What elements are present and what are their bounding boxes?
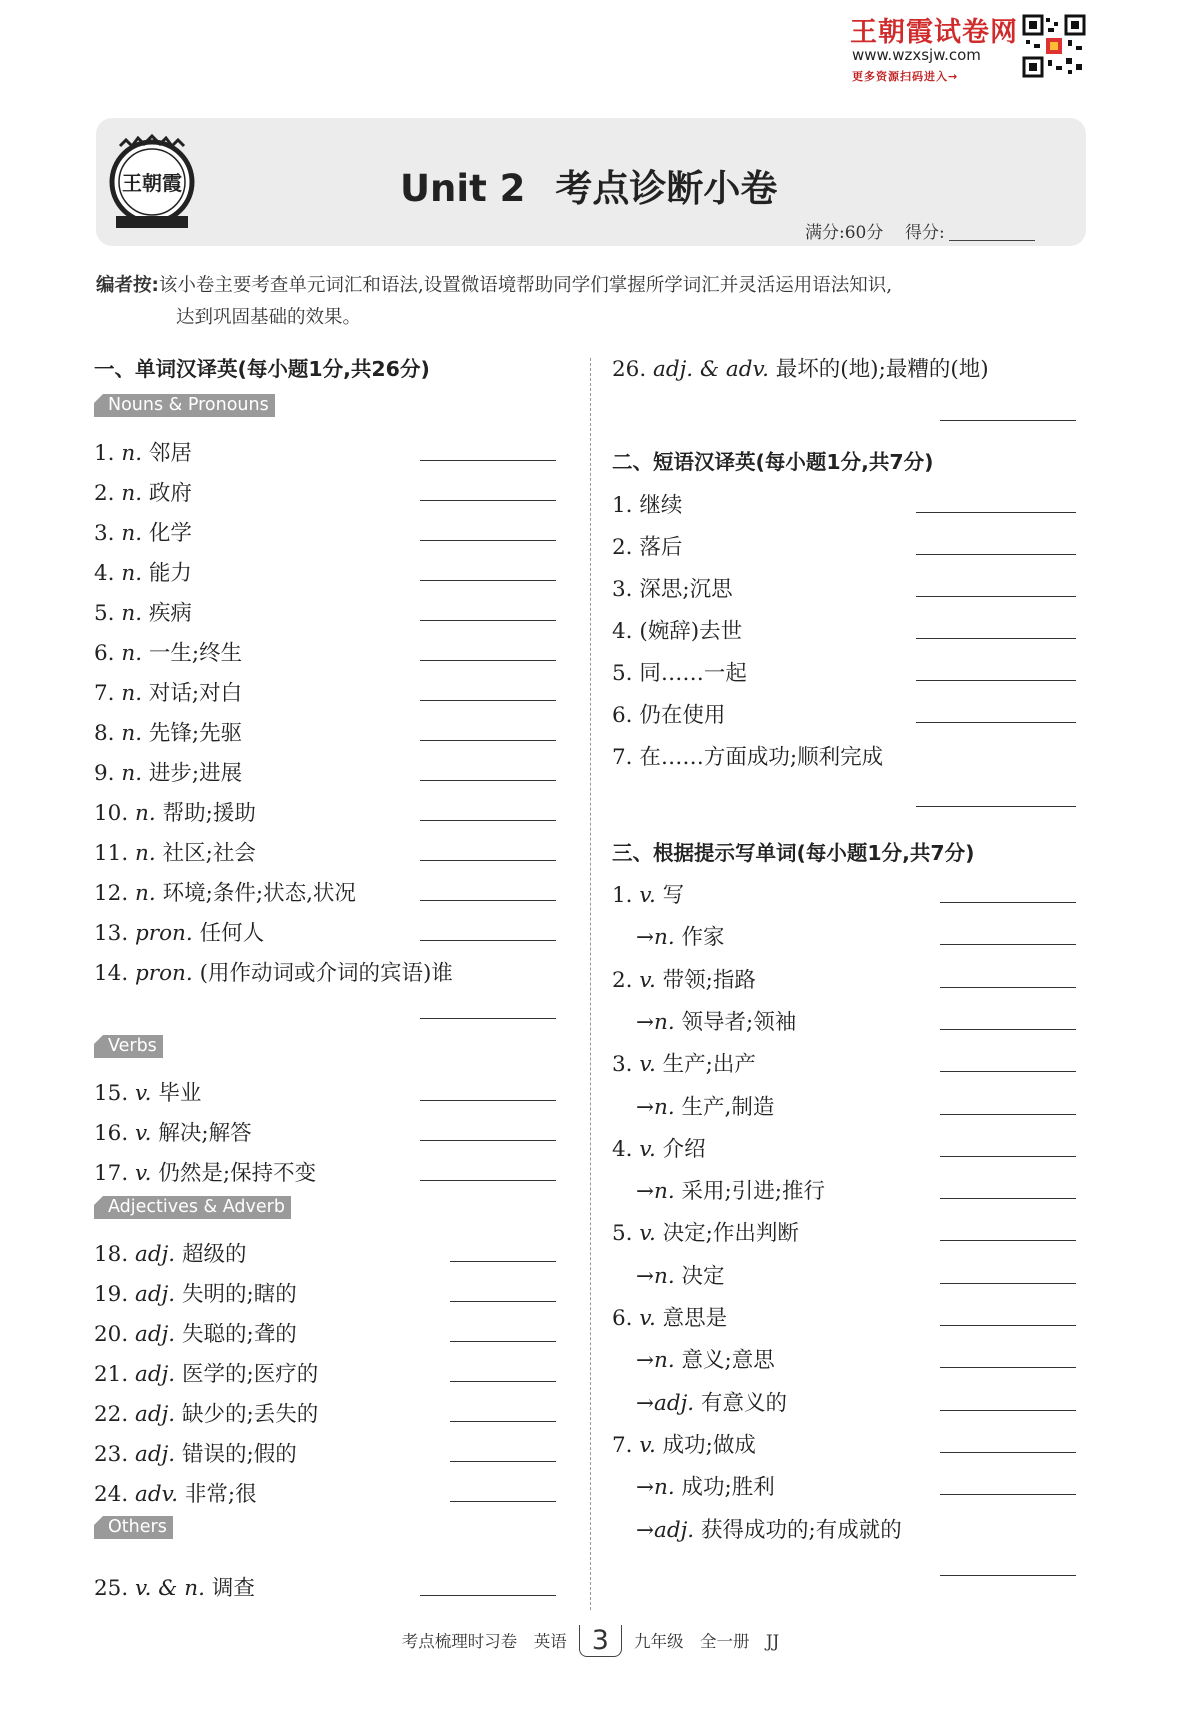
item-meaning: 获得成功的;有成就的 [700,1517,902,1543]
item-meaning: 失明的;瞎的 [181,1282,297,1307]
item-meaning: 邻居 [148,441,192,466]
item-pos: n. [135,841,156,866]
answer-blank[interactable] [450,1261,556,1262]
word-item [612,352,989,383]
item-pos: pron. [135,921,193,946]
item-meaning: 政府 [148,481,192,506]
item-meaning: 决定;作出判断 [662,1221,799,1247]
footer-left: 考点梳理时习卷 英语 [401,1632,567,1651]
item-pos: v. [639,1432,656,1458]
title-unit: Unit 2 [400,167,526,210]
item-pos: n. [654,1009,675,1035]
item-number: 26. [612,357,647,382]
answer-blank[interactable] [940,987,1076,988]
item-number: 4. [94,561,115,586]
item-meaning: 能力 [148,561,192,586]
answer-blank[interactable] [940,944,1076,945]
word-item [94,716,242,747]
answer-blank[interactable] [940,1071,1076,1072]
answer-blank[interactable] [940,1029,1076,1030]
answer-blank[interactable] [450,1341,556,1342]
answer-blank[interactable] [420,1140,556,1141]
answer-blank[interactable] [420,660,556,661]
item-pos: adj. & adv. [653,357,769,382]
phrase-item: 7. 在……方面成功;顺利完成 [612,745,884,770]
answer-blank[interactable] [420,500,556,501]
answer-blank[interactable] [916,596,1076,597]
phrase-item: 6. 仍在使用 [612,703,726,728]
footer-right: 九年级 全一册 JJ [633,1632,780,1651]
item-pos: n. [121,601,143,626]
answer-blank[interactable] [450,1421,556,1422]
word-item [94,436,192,467]
word-item [94,1156,316,1187]
item-meaning: 决定 [681,1263,725,1289]
derived-word-item [636,1470,775,1501]
item-meaning: 帮助;援助 [162,801,256,826]
word-item [94,1397,318,1428]
item-meaning: 成功;胜利 [681,1475,775,1501]
item-number: 6. [94,641,115,666]
item-meaning: 先锋;先驱 [148,721,243,746]
item-number: 5. [612,1221,633,1247]
answer-blank[interactable] [940,1114,1076,1115]
derived-word-item [636,1005,796,1036]
item-meaning: 医学的;医疗的 [181,1362,319,1387]
arrow-icon: → [636,1179,655,1205]
answer-blank[interactable] [450,1461,556,1462]
item-meaning: 超级的 [181,1242,247,1267]
word-item [94,1357,318,1388]
item-meaning: 非常;很 [184,1482,257,1507]
answer-blank[interactable] [940,1198,1076,1199]
answer-blank[interactable] [420,1180,556,1181]
item-number: 3. [612,1052,633,1078]
phrase-item: 4. (婉辞)去世 [612,619,743,644]
answer-blank[interactable] [420,620,556,621]
answer-blank[interactable] [940,902,1076,903]
word-item [94,916,264,947]
answer-blank[interactable] [940,1452,1076,1453]
item-meaning: 化学 [148,521,192,546]
item-number: 17. [94,1161,129,1186]
page-number: 3 [579,1625,622,1657]
word-item [94,836,256,867]
tag-verbs: Verbs [94,1035,163,1058]
item-pos: adj. [135,1322,176,1347]
column-divider [590,358,591,1610]
word-item [94,476,192,507]
word-item [94,1237,247,1268]
word-hint-item [612,1428,756,1459]
item-pos: n. [654,1475,675,1501]
item-pos: v. [135,1081,152,1106]
item-meaning: 领导者;领袖 [681,1009,797,1035]
item-meaning: 有意义的 [700,1390,787,1416]
item-number: 21. [94,1362,129,1387]
word-item [94,756,242,787]
item-meaning: 疾病 [148,601,192,626]
wangzhaoxia-seal-logo [102,128,202,236]
word-item [94,796,256,827]
item-meaning: 一生;终生 [148,641,243,666]
word-hint-item [612,1047,756,1078]
item-pos: v. [639,1306,656,1331]
word-item [94,1571,255,1602]
item-pos: n. [121,521,143,546]
note-line1: 该小卷主要考查单元词汇和语法,设置微语境帮助同学们掌握所学词汇并灵活运用语法知识, [158,275,893,296]
note-label: 编者按: [96,275,159,296]
tag-others: Others [94,1516,173,1539]
item-number: 4. [612,1136,633,1162]
answer-blank[interactable] [420,940,556,941]
word-hint-item [612,1132,706,1163]
answer-blank[interactable] [420,580,556,581]
item-number: 18. [94,1242,129,1267]
item-number: 23. [94,1442,129,1467]
item-meaning: 意思是 [662,1306,728,1331]
word-item [94,1116,252,1147]
item-pos: n. [654,1348,675,1374]
derived-word-item [636,1386,787,1417]
item-pos: n. [654,1263,675,1289]
phrase-item: 2. 落后 [612,535,683,560]
item-number: 7. [612,1432,633,1458]
item-number: 8. [94,721,115,746]
item-number: 15. [94,1081,129,1106]
item-pos: n. [121,441,143,466]
answer-blank[interactable] [420,860,556,861]
answer-blank[interactable] [450,1501,556,1502]
answer-blank[interactable] [420,780,556,781]
derived-word-item [636,1259,725,1290]
item-number: 6. [612,1306,633,1331]
item-meaning: 成功;做成 [662,1432,756,1458]
derived-word-item [636,920,725,951]
brand-block [850,10,1090,82]
item-number: 11. [94,841,129,866]
tag-adjectives-adverb: Adjectives & Adverb [94,1196,291,1219]
answer-blank[interactable] [940,1283,1076,1284]
answer-blank[interactable] [916,806,1076,807]
item-pos: v. [135,1121,152,1146]
item-meaning: 环境;条件;状态,状况 [162,881,356,906]
item-number: 16. [94,1121,129,1146]
phrase-item: 5. 同……一起 [612,661,747,686]
arrow-icon: → [636,1348,655,1374]
item-number: 13. [94,921,129,946]
item-number: 7. [94,681,115,706]
item-pos: n. [121,561,143,586]
item-meaning: 社区;社会 [162,841,256,866]
word-item [94,1317,297,1348]
item-pos: n. [654,1094,675,1120]
item-pos: n. [121,681,143,706]
word-hint-item [612,878,684,909]
answer-blank[interactable] [420,1100,556,1101]
word-item [94,1437,297,1468]
item-number: 1. [94,441,115,466]
item-number: 25. [94,1576,129,1601]
phrase-item: 1. 继续 [612,493,683,518]
item-pos: v. [639,1136,656,1162]
word-item [94,1477,257,1508]
answer-blank[interactable] [420,700,556,701]
word-item [94,1076,201,1107]
word-item [94,636,242,667]
word-item [94,516,192,547]
page-footer [0,1625,1181,1657]
item-meaning: 生产,制造 [681,1094,775,1120]
got-score-label: 得分: [904,223,945,243]
item-pos: v. [639,1221,656,1247]
item-pos: adj. [135,1442,176,1467]
item-pos: n. [121,641,143,666]
brand-url[interactable]: www.wzxsjw.com [852,46,981,64]
item-pos: adj. [135,1282,176,1307]
answer-blank[interactable] [940,1494,1076,1495]
answer-blank[interactable] [420,1595,556,1596]
derived-word-item [636,1343,775,1374]
answer-blank[interactable] [420,740,556,741]
item-pos: n. [121,481,143,506]
item-pos: v. [135,1161,152,1186]
tag-nouns-pronouns: Nouns & Pronouns [94,394,275,417]
note-line2: 达到巩固基础的效果。 [176,307,362,328]
item-meaning: 生产;出产 [662,1052,756,1078]
item-pos: n. [121,761,143,786]
answer-blank[interactable] [420,540,556,541]
derived-word-item [636,1090,774,1121]
item-number: 2. [94,481,115,506]
word-item [94,556,192,587]
section2-title: 二、短语汉译英(每小题1分,共7分) [612,450,934,474]
answer-blank[interactable] [916,722,1076,723]
qr-code-icon[interactable] [1022,14,1086,78]
item-meaning: 错误的;假的 [181,1442,297,1467]
full-score: 满分:60分 [805,223,884,243]
derived-word-item [636,1513,902,1544]
item-number: 10. [94,801,129,826]
score-blank[interactable] [949,240,1035,241]
item-pos: n. [654,925,675,951]
title-main: 考点诊断小卷 [555,167,778,210]
item-number: 2. [612,967,633,993]
phrase-item: 3. 深思;沉思 [612,577,733,602]
item-meaning: 意义;意思 [681,1348,775,1374]
brand-note: 更多资源扫码进入→ [852,70,959,83]
word-hint-item [612,1301,727,1332]
arrow-icon: → [636,1263,655,1289]
item-pos: v. & n. [135,1576,205,1601]
arrow-icon: → [636,1475,655,1501]
arrow-icon: → [636,1094,655,1120]
arrow-icon: → [636,1009,655,1035]
item-pos: n. [135,801,156,826]
item-pos: n. [135,881,156,906]
item-pos: adv. [135,1482,179,1507]
answer-blank[interactable] [940,420,1076,421]
item-meaning: 缺少的;丢失的 [181,1402,319,1427]
item-meaning: 仍然是;保持不变 [158,1161,317,1186]
answer-blank[interactable] [916,554,1076,555]
item-number: 20. [94,1322,129,1347]
item-meaning: 带领;指路 [662,967,756,993]
item-pos: v. [639,1052,656,1078]
answer-blank[interactable] [420,900,556,901]
item-meaning: 最坏的(地);最糟的(地) [775,357,989,382]
derived-word-item [636,1174,825,1205]
item-pos: adj. [654,1390,695,1416]
item-pos: pron. [135,961,193,986]
item-meaning: 解决;解答 [158,1121,252,1146]
item-pos: adj. [654,1517,695,1543]
item-meaning: 进步;进展 [148,761,243,786]
item-pos: n. [654,1179,675,1205]
answer-blank[interactable] [940,1156,1076,1157]
word-item [94,676,242,707]
answer-blank[interactable] [916,512,1076,513]
answer-blank[interactable] [420,460,556,461]
arrow-icon: → [636,925,655,951]
item-pos: adj. [135,1362,176,1387]
item-meaning: 介绍 [662,1136,706,1162]
answer-blank[interactable] [940,1575,1076,1576]
item-number: 14. [94,961,129,986]
item-number: 22. [94,1402,129,1427]
item-number: 19. [94,1282,129,1307]
answer-blank[interactable] [940,1410,1076,1411]
svg-text:王朝霞: 王朝霞 [122,171,182,195]
section3-title: 三、根据提示写单词(每小题1分,共7分) [612,841,975,865]
item-meaning: (用作动词或介词的宾语)谁 [199,961,453,986]
word-item [94,956,453,987]
word-item [94,876,356,907]
answer-blank[interactable] [940,1325,1076,1326]
item-pos: adj. [135,1402,176,1427]
item-pos: v. [639,967,656,993]
item-number: 3. [94,521,115,546]
word-item [94,596,192,627]
item-meaning: 任何人 [199,921,265,946]
answer-blank[interactable] [450,1301,556,1302]
item-meaning: 失聪的;聋的 [181,1322,297,1347]
word-hint-item [612,1216,799,1247]
item-number: 9. [94,761,115,786]
answer-blank[interactable] [450,1381,556,1382]
brand-name: 王朝霞试卷网 [850,17,1018,48]
item-number: 24. [94,1482,129,1507]
arrow-icon: → [636,1390,655,1416]
item-number: 12. [94,881,129,906]
editor-note [96,270,1086,334]
item-meaning: 作家 [681,925,725,951]
item-meaning: 写 [662,883,685,908]
answer-blank[interactable] [940,1240,1076,1241]
answer-blank[interactable] [420,1018,556,1019]
item-meaning: 对话;对白 [148,681,243,706]
page-title [400,158,777,212]
item-number: 5. [94,601,115,626]
answer-blank[interactable] [916,638,1076,639]
score-line [805,218,1035,243]
item-number: 1. [612,883,633,908]
arrow-icon: → [636,1517,655,1543]
word-item [94,1277,297,1308]
item-pos: n. [121,721,143,746]
item-meaning: 调查 [211,1576,255,1601]
section1-title: 一、单词汉译英(每小题1分,共26分) [94,357,430,381]
word-hint-item [612,963,756,994]
item-meaning: 毕业 [158,1081,202,1106]
item-pos: v. [639,883,656,908]
answer-blank[interactable] [940,1367,1076,1368]
item-pos: adj. [135,1242,176,1267]
item-meaning: 采用;引进;推行 [681,1179,826,1205]
answer-blank[interactable] [916,680,1076,681]
answer-blank[interactable] [420,820,556,821]
